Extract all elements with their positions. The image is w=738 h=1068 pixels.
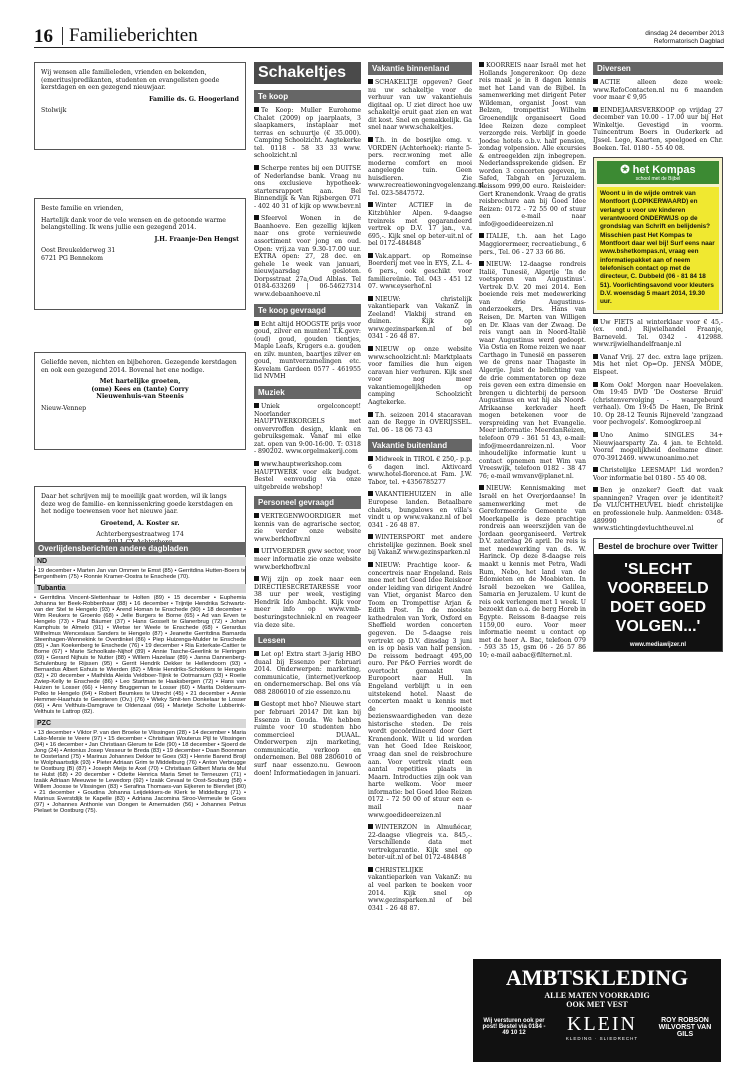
ad-item: VERTEGENWOORDIGER met kennis van de agrarische sector, zie verder onze website www.berkhofbv.nl [254, 513, 361, 543]
mediawijzer-ad [593, 538, 723, 653]
notice-greeting: Beste familie en vrienden, [41, 205, 124, 212]
notice-place: Stolwijk [41, 107, 67, 115]
notice-greeting: Met hartelijke groeten, (ome) Kees en (tante) Corry Nieuwenhuis-van Steenis [91, 378, 189, 401]
notice-address: Achterbergsestraatweg 174 [96, 531, 184, 539]
ad-item: Midweek in TIROL € 250,- p.p. 6 dagen incl. Aktivcard www.hotel-florence.at Fam. J.W. Tabor, tel. +4356785277 [368, 456, 472, 486]
bullet-square-icon [254, 701, 259, 706]
ad-item: VAKANTIEHUIZEN in alle Europese landen. Betaalbare chalets, bungalows en villa's vindt u op www.vakanz.nl of bel 0341 - 26 48 87. [368, 491, 472, 529]
bullet-square-icon [254, 651, 259, 656]
ad-item: WINTERSPORT met andere christelijke gezinnen. Boek snel bij VakanZ www.gezinsparken.nl [368, 534, 472, 557]
ad-item: UITVOERDER gww sector, voor meer informatie zie onze website www.berkhofbv.nl [254, 548, 361, 571]
bullet-square-icon [254, 165, 259, 170]
notice-text: Geliefde neven, nichten en bijbehoren. Gezegende kerstdagen en ook een gezegend 2014. Bovenal het ene nodige. [41, 359, 237, 374]
notice-text: Wij wensen alle familieleden, vrienden en bekenden, (emeritus)predikanten, studenten en evangelisten goede kerstdagen en een gezegend nieuwjaar. [41, 69, 220, 92]
ad-item: Gestopt met hbo? Nieuwe start per februari 2014? Dit kan bij Essenzo in Gouda. We hebben ruimte voor 10 studenten hbo commercieel DUAAL. Onderwerpen zijn marketing, communicatie, verkoop en ondernemen. Bel 088 2806010 of surf naar essenzo.nu. Gewoon doen! Informatiedagen in januari. [254, 701, 361, 777]
ad-item: T.h. in de bosrijke omg. v. VORDEN (Achterhoek): riante 5-pers. recr.woning met alle moderne comfort en mooi aangelegde tuin. Geen huisdieren. Zie www.recreatiewoningvogelenzang.nl Tel. 023-5847572. [368, 136, 484, 197]
header-date [645, 30, 724, 47]
ad-item: Kom Ook! Morgen naar Hoevelaken. Om 19:45 DVD 'De Oosterse Bruid' (christenvervolging - waargebeurd verhaal). Om 19:45 De Haen, De Brink 10. Op 28-12 Teunis Rijneveld 'zangzaad voor pechvogels'. Komoogkroep.nl [593, 381, 723, 427]
bullet-square-icon [368, 346, 373, 351]
ad-item: NIEUW: christelijk vakantiepark van VakanZ in Zeeland! Vlakbij strand en duinen. Kijk op www.gezinsparken.nl of bel 0341 - 26 48 87. [368, 295, 472, 341]
ad-item: Let op! Extra start 3-jarig HBO duaal bij Essenzo per februari 2014. Onderwerpen: marketing, communicatie, (internet)verkoop en ondernemerschap. Bel ons via 088 2806010 of zie essenzo.nu [254, 651, 361, 696]
ad-item: NIEUW: 12-daagse rondreis Italië, Tunesië, Algerije 'In de voetsporen van Augustinus'. Vertrek D.V. 20 mei 2014. Een boeiende reis met medewerking van drie Augustinus-onderzoekers, Drs. Hans van Reisen, Dr. Marten van Willigen en Dr. Klaas van der Zwaag. De reis vangt aan in Noord-Italië waar Augustinus werd gedoopt. Via Ostia en Rome reizen we naar Carthago in Tunesië en passeren we de grens naar Thagaste in Algerije. Juist de belichting van de drie commentatoren op deze reis geven een extra dimensie en brengen u dichterbij de persoon Augustinus en wat hij als Noord-Afrikaanse kerkvader heeft mogen betekenen voor de verspreiding van het Evangelie. Meer informatie: MeerdanReizen, telefoon 079 - 361 51 43, e-mail: info@meerdanreizen.nl. Voor inhoudelijke informatie kunt u contact opnemen met Wim van Vreeswijk, telefoon 0182 - 38 47 76; e-mail wmvanv@planet.nl. [479, 261, 586, 480]
family-notice-1 [34, 62, 246, 150]
kompas-subtitle: school met de Bijbel [635, 176, 681, 183]
bullet-square-icon [593, 319, 598, 324]
ad-item: Scherpe rentes bij een DUITSE of Nederlandse bank. Vraag nu ons exclusieve hypotheek-startersrapport aan. Bel Binnendijk & Van Rijsbergen 071 - 402 40 31 of kijk op www.bevr.nl [254, 164, 361, 210]
bullet-square-icon [368, 456, 373, 461]
heading-personeel-gevraagd: Personeel gevraagd [254, 496, 361, 509]
promo-top: Bestel de brochure over Twitter [598, 541, 718, 551]
ad-item: Wij zijn op zoek naar een DIRECTIESECRETARESSE voor 38 uur per week, vestiging Hendrik Ido Ambacht. Kijk voor meer info op www.vmb-besturingstechniek.nl en reageer via deze site. [254, 576, 361, 629]
klein-brand: KLEIN [567, 1013, 637, 1035]
notice-signature: Familie ds. G. Hoogerland [148, 95, 239, 103]
notice-address: Oost Breukelderweg 31 6721 PG Bennekom [41, 247, 116, 262]
notice-place: Nieuw-Vennep [41, 404, 87, 412]
amb-row [473, 1009, 721, 1045]
bullet-square-icon [368, 253, 373, 258]
amb-title: AMBTSKLEDING [505, 965, 689, 990]
family-notice-3 [34, 352, 246, 450]
amb-right: ROY ROBSON WILVORST VAN GILS [658, 1016, 712, 1038]
bullet-square-icon [479, 485, 484, 490]
heading-vakantie-buitenland: Vakantie buitenland [368, 439, 472, 452]
ambtskleding-ad [473, 959, 721, 1062]
deaths-list-tubantia: • Gerritdina Vincent-Slettenhaar te Holten (89) • 15 december • Euphemia Johanna ter Beek-Robbenhaar (88) • 16 december • Trijntje Hendrika Schwartz-van der Stel te Hengelo (93) • Arend Homan te Enschede (90) • 18 december • Wim Reukers te Groenlo (68) • Jelle Burgers te Borne (65) • Ad van Erven te Hengelo (73) • Paul Bäumer (37) • Hans Gosselt te Glanerbrug (72) • Johan Kamphuis te Almelo (91) • Wietse ter Weele te Enschede (68) • Gerardus Wilhelmus Wenceslaus Sanders te Hengelo (87) • Jeanette Gerritdina Barnarda Steenhagen-Wennekink te Overdinkel (86) • Piep Huizenga-Mulder te Enschede (85) • Jan Koekenberg te Enschede (76) • 19 december • Ria Exterkate-Cattier te Borne (67) • Marie Schoolkate-Nijhof (89) • Annie Tasche-Geerlink te Fleringen (69) • Gerard Nijhuis te Nutter (88) • Willem Hazelaar (89) • Janna Dannenberg-Schulenburg te Rijssen (95) • Gerrit Hendrik Dekker te Hellendoorn (93) • Bernardus Albert Eshuis te Wierden (82) • Minie Hendriks-Schokkers te Hengelo (82) • 20 december • Mathilda Aleida Veldboer-Tijink te Ootmarsum (93) • Roelie Zwiep-Kelly te Enschede (86) • Leo Startman te Haaksbergen (72) • Hans van Huizen te Losser (66) • Henny Bruggeman te Losser (60) • Marita Doldersum-Polko te Hengelo (64) • Robert Beumkes te Utrecht (45) • 21 december • Annie Hemmer-Haarhuis te Geesteren (Ov.) (76) • Wieky Smit-ten Donkelaar te Losser (66) • Ans Velthuis-Damgrave te Oldenzaal (66) • Marietje Scholte Lubberink-Velthuis te Lattrop (82). [34, 595, 246, 715]
ad-item: Vanaf Vrij. 27 dec. extra lage prijzen. Mis het niet Op=Op. JENSA MODE, Elspeet. [593, 353, 723, 377]
ad-item: Echt altijd HOOGSTE prijs voor goud, zilver en munten! T.K.gevr: (oud) goud, gouden tientjes, Maple Leafs, Krugers e.a. gouden en zilv. munten, baartjes zilver en goud, muntverzamelingen etc. Kevelam Gardeen 0577 - 461955 lid NVMH [254, 320, 361, 381]
ad-item: Sfeervol Wonen in de Baanhoeve. Een gezellig kijken naar ons grote vernieuwde assortiment voor jong en oud. Open: vrij.za van 9.30-17.00 uur. EXTRA open: 27, 28 dec. en gehele 1e week van januari, nieuwjaarsdag gesloten. Dorpsstraat 27a,Oud Alblas. Tel 0184-633269 | 06-54627314 www.debaanhoeve.nl [254, 215, 361, 298]
ad-item: Winter ACTIEF in de Kitzbühler Alpen. 9-daagse treinreis met gegarandeerd vertrek op D.V. 17 jan., v.a. 695,-. Kijk snel op beter-uit.nl of bel 0172-484848 [368, 202, 472, 248]
ad-item: KOORREIS naar Israël met het Hollands Jongerenkoor. Op deze reis maak je in 8 dagen kennis met het Land van de Bijbel. In samenwerking met dirigent Peter Wildeman, organist Joost van Belzen, trompettist Wilhelm Groenendijk organiseert Goed Idee Reizen deze compleet verzorgde reis. Verblijf in goede Joodse hotels o.b.v. half pension, zondag volpension. Alle excursies & entreegelden zijn inbegrepen. Nederlandssprekende gidsen. Er worden 3 concerten gegeven, in Safed, Tabgah en Jeruzalem. Reissom 999,00 euro. Reisleider: Gert Kranendonk. Vraag de gratis reisbrochure aan bij Goed Idee Reizen: 0172 - 72 55 00 of stuur een e-mail naar info@goedideereizen.nl [479, 62, 586, 228]
promo-url: www.mediawijzer.nl [594, 642, 722, 651]
bullet-square-icon [479, 261, 484, 266]
bullet-square-icon [254, 548, 259, 553]
bullet-square-icon [254, 576, 259, 581]
bullet-square-icon [593, 107, 598, 112]
page-header [34, 26, 724, 48]
ad-item: Uniek orgelconcept! Noorlander HAUPTWERKORGELS met onvervroffen design, klank en gebruiksgemak. Vanaf mi elke zat. open van 9:00-16:00. T: 0318 - 890202. www.orgelmakerij.com [254, 403, 361, 456]
classifieds-column-2 [254, 62, 361, 782]
notice-signature: Groetend, A. Koster sr. [100, 519, 180, 527]
bullet-square-icon [368, 202, 373, 207]
ad-item: ACTIE alleen deze week: www.RefoContacten.nl nu 6 maanden voor maar € 9,95 [593, 79, 723, 102]
notice-text: Daar het schrijven mij te moeilijk gaat worden, wil ik langs deze weg de familie- en kennissenkring goede kerstdagen en het nodige toewensen voor het nieuwe jaar. [41, 493, 233, 516]
bullet-square-icon [368, 534, 373, 539]
klein-sub: KLEDING · SLIEDRECHT [565, 1036, 639, 1041]
classifieds-column-5 [593, 62, 723, 652]
deaths-section [34, 542, 246, 818]
ad-item: ITALIE, t.h. aan het Lago Maggiorermeer, recreatiebung., 6 pers., Tel. 06 - 27 33 66 86. [479, 233, 586, 256]
heading-te-koop-gevraagd: Te koop gevraagd [254, 304, 361, 317]
page-number: 16 [34, 26, 53, 47]
classifieds-column-3 [368, 62, 484, 917]
ad-item: NIEUW: Prachtige koor- & concertreis naar Engeland. Reis mee met het Goed Idee Reiskoor onder leiding van dirigent André van Vliet, organist Marco den Toom en Trompettisr Arjan & Edith Post. In de mooiste kathedralen van York, Oxford en Sheffield worden concerten gegeven. De 5-daagse reis vertrekt op D.V. dinsdag 3 juni en is op basis van half pension. De reissom bedraagt 495,00 euro. Per P&O Ferries wordt de overtocht gemaakt van Europoort naar Hull. In Engeland verblijft u in een uitstekend hotel. Naast de concerten maakt u kennis met de mooiste bezienswaardigheden van deze historische steden. De reis wordt gecoördineerd door Gert Kranendonk. Wilt u lid worden van het Goed Idee Reiskoor, vraag dan snel de reisbrochure aan. Voor vertrek vindt een aantal repetities plaats in Maarn. Introducties zijn ook van harte welkom. Voor meer informatie: bel Goed Idee Reizen 0172 - 72 50 00 of stuur een e-mail naar www.goedideereizen.nl [368, 561, 472, 819]
bullet-square-icon [368, 79, 373, 84]
notice-text: Hartelijk dank voor de vele wensen en de getoonde warme belangstelling. Ik wens jullie een gezegend 2014. [41, 216, 226, 232]
bullet-square-icon [593, 487, 598, 492]
bullet-square-icon [368, 491, 373, 496]
klein-logo [566, 1013, 638, 1041]
ad-item: Te Koop: Muller Eurohome Chalet (2009) op jaarplaats, 3 slaapkamers, instaplaar met terras en schuurtje (€ 35.000). Camping Schoolzicht. Aagtekerke tel. 0118 - 58 33 33 www. schoolzicht.nl [254, 107, 361, 160]
heading-vakantie-binnenland: Vakantie binnenland [368, 62, 472, 75]
bullet-square-icon [254, 403, 259, 408]
bullet-square-icon [479, 62, 484, 67]
ad-item: T.h. seizoen 2014 stacaravan aan de Regge in OVERIJSSEL. Tel. 06 - 18 06 73 43 [368, 411, 472, 434]
section-title: Familieberichten [62, 27, 198, 45]
amb-sub1: ALLE MATEN VOORRADIG [544, 991, 650, 1000]
bullet-square-icon [368, 867, 373, 872]
bullet-square-icon [593, 382, 598, 387]
bullet-square-icon [593, 354, 598, 359]
band-pzc: PZC [34, 719, 246, 728]
bullet-square-icon [254, 215, 259, 220]
bullet-square-icon [368, 412, 373, 417]
bullet-square-icon [479, 233, 484, 238]
bullet-square-icon [593, 467, 598, 472]
bullet-square-icon [368, 296, 373, 301]
bullet-square-icon [593, 432, 598, 437]
paper-name: Reformatorisch Dagblad [653, 38, 724, 46]
family-column [34, 62, 246, 596]
amb-left: Wij versturen ook per post! Bestel via 0184 - 49 10 12 [482, 1018, 546, 1036]
ad-item: www.hauptwerkshop.com HAUPTWERK voor elk budget. Bestel eenvoudig via onze uitgebreide webshop! [254, 460, 361, 491]
band-nd: ND [34, 557, 246, 566]
classifieds-column-4 [479, 62, 586, 664]
deaths-title: Overlijdensberichten andere dagbladen [34, 542, 246, 555]
heading-diversen: Diversen [593, 62, 723, 75]
date: dinsdag 24 december 2013 [645, 30, 724, 37]
ad-item: NIEUW op onze website www.schoolzicht.nl: Marktplaats voor families die hun eigen caravan hier verhuren. Kijk snel voor nog meer vakantiemogelijkheden op camping Schoolzicht Aagtekerke. [368, 346, 472, 406]
family-notice-2 [34, 198, 246, 310]
deaths-list-nd: • 19 december • Marten Jan van Ommen te Emst (85) • Gerritdina Hutten-Boers te Bergentheim (75) • Ronnie Kramer-Oostra te Enschede (70). [34, 568, 246, 580]
bullet-square-icon [368, 562, 373, 567]
ad-item: Uw FIETS al winterklaar voor € 45,- (ex. ond.) Rijwielhandel Fraanje, Barneveld. Tel. 0342 - 412988. www.rijwielhandelfraanje.nl [593, 318, 723, 349]
bullet-square-icon [593, 79, 598, 84]
heading-te-koop: Te koop [254, 90, 361, 103]
bullet-square-icon [254, 321, 259, 326]
ad-item: Uno Animo SINGLES 34+ Nieuwjaarsparty Za. 4 jan. te Echteld. Vooraf mogelijkheid deelname diner. 070-3912469. www.unoanimo.net [593, 431, 723, 462]
kompas-ad [593, 157, 723, 314]
compass-icon: ✪ [620, 164, 630, 177]
ad-item: WINTERZON in Almuñécar, 22-daagse vliegreis v.a. 845,-. Verschillende data met vertrekgarantie. Kijk snel op beter-uit.nl of bel 0172-484848 [368, 824, 472, 862]
promo-slogan: 'SLECHT VOORBEELD DOET GOED VOLGEN...' [594, 554, 722, 643]
bullet-square-icon [254, 513, 259, 518]
bullet-square-icon [254, 107, 259, 112]
ad-item: NIEUW: Kennismaking met Israël en het Overjordaanse! In samenwerking met de Gereformeerde Gemeente van Moerkapelle is deze prachtige rondreis aan weerszijden van de Jordaan georganiseerd. Vertrek D.V. zaterdag 26 april. De reis is met medewerking van ds. W. Harinck. Op deze 8-daagse reis maakt u kennis met Petra, Wadi Rum, Nebo, het land van de Edomieten en de Moabieten. In Israël bezoeken we Galilea, Samaria en Jeruzalem. U kunt de reis ook verlengen met 1 week. U bezoekt dan o.a. de berg Horeb in Egypte. Reissom 8-daagse reis 1159,00 euro. Voor meer informatie neemt u contact op met de heer A. Bac, telefoon 079 - 593 35 15, gsm 06 - 26 57 86 10; e-mail aabac@filternet.nl. [479, 485, 587, 659]
ad-item: Christelijke LEESMAP! Lid worden? Voor informatie bel 0180 - 55 40 08. [593, 467, 723, 482]
kompas-logo: ✪ het Kompas school met de Bijbel [597, 161, 719, 184]
band-tubantia: Tubantia [34, 584, 246, 593]
kompas-text: Woont u in de wijde omtrek van Montfoort (LOPIKERWAARD) en verlangt u voor uw kinderen verantwoord ONDERWIJS op de grondslag van Schrift en belijdenis? Misschien past Het Kompas te Montfoort daar wel bij! Surf eens naar www.bshetkompas.nl, vraag een informatiepakket aan of neem telefonisch contact op met de directeur, C. Dubbeld (06 - 81 84 18 51). Voorlichtingsavond voor kleuters D.V. woensdag 5 maart 2014, 19.30 uur. [597, 187, 719, 310]
ad-item: EINDEJAARSVERKOOP op vrijdag 27 december van 10.00 - 17.00 uur bij Het Winkeltje. Gevestigd in voorm. Tuincentrum Boers in Ouderkerk ad IJssel. Lego, Kaarten, speelgoed en Chr. Boeken. Tel. 0180 - 55 40 08. [593, 106, 723, 152]
heading-muziek: Muziek [254, 386, 361, 399]
ad-item: Vak.appart. op Romeinse Boerderij met vee in EYS, Z.L. 4-6 pers., ook geschikt voor familiereünie. Tel. 043 - 451 12 07. www.eyserhof.nl [368, 252, 472, 291]
heading-lessen: Lessen [254, 634, 361, 647]
ad-item: CHRISTELIJKE vakantieparken van VakanZ: nu al veel parken te boeken voor 2014. Kijk snel op www.gezinsparken.nl of bel 0341 - 26 48 87. [368, 866, 472, 912]
schakeltjes-title: Schakeltjes [254, 62, 361, 84]
ad-item: SCHAKELTJE opgeven? Geef nu uw schakeltje voor de verhuur van uw vakantiehuis digitaal op. U ziet direct hoe uw schakeltje eruit gaat zien en wat dit kost. Snel en gemakkelijk. Ga snel naar www.schakeltjes. [368, 79, 472, 132]
deaths-list-pzc: • 13 december • Viktor P. van den Broeke te Vlissingen (28) • 14 december • Maria Lako-Mersie te Veere (97) • 15 december • Christiaan Wouterus Pijl te Vlissingen (94) • 16 december • Jan Christiaan Glerum te Ede (90) • 18 december • Sjoerd de Jong (24) • Antonius Josep Vesseur te Breda (83) • 19 december • Daan Boonman te Oosterland (75) • Marinus Johannes Dekker te Goes (93) • Henrie Barend Broijl te Wolphaartsdijk (93) • Pieter Adriaan Grim te Middelburg (76) • Anton Verbrugge te Oostburg (B) (87) • Joseph Meijs te Axel (70) • Christiaan Gilbert Maria de Mul te Hulst (68) • 20 december • Odette Henrica Maria Smet te Terneuzen (71) • Izaäk Adriaan Meeuwse te Lewedorp (92) • Izaäk Cevaal te Oost-Souburg (58) • Willem Joosse te Vlissingen (83) • Serafina Thomaes-van Eijkeren te Biervliet (80) • 21 december • Goudina Johanna Leijdekkers-de Klerk te Middelburg (71) • Marinus Everstdijk te Kapelle (83) • Adriana Jacomina Siroo-Vermeule te Goes (97) • Johannes Anthonie van Dongen te Arnemuiden (56) • Johannes Petrus Pielaet te Oostburg (75). [34, 730, 246, 814]
notice-signature: J.H. Fraanje-Den Hengst [154, 235, 239, 243]
bullet-square-icon [368, 824, 373, 829]
bullet-square-icon [368, 137, 373, 142]
amb-sub2: OOK MET VEST [566, 1000, 628, 1009]
ad-item: Ben je onzeker? Geeft dat vaak spanningen? Vragen over je identiteit? De VLUCHTHEUVEL biedt christelijke en professionele hulp. Aanmelden: 0348-489990 of www.stichtingdevluchtheuvel.nl [593, 487, 723, 533]
bullet-square-icon [254, 461, 259, 466]
